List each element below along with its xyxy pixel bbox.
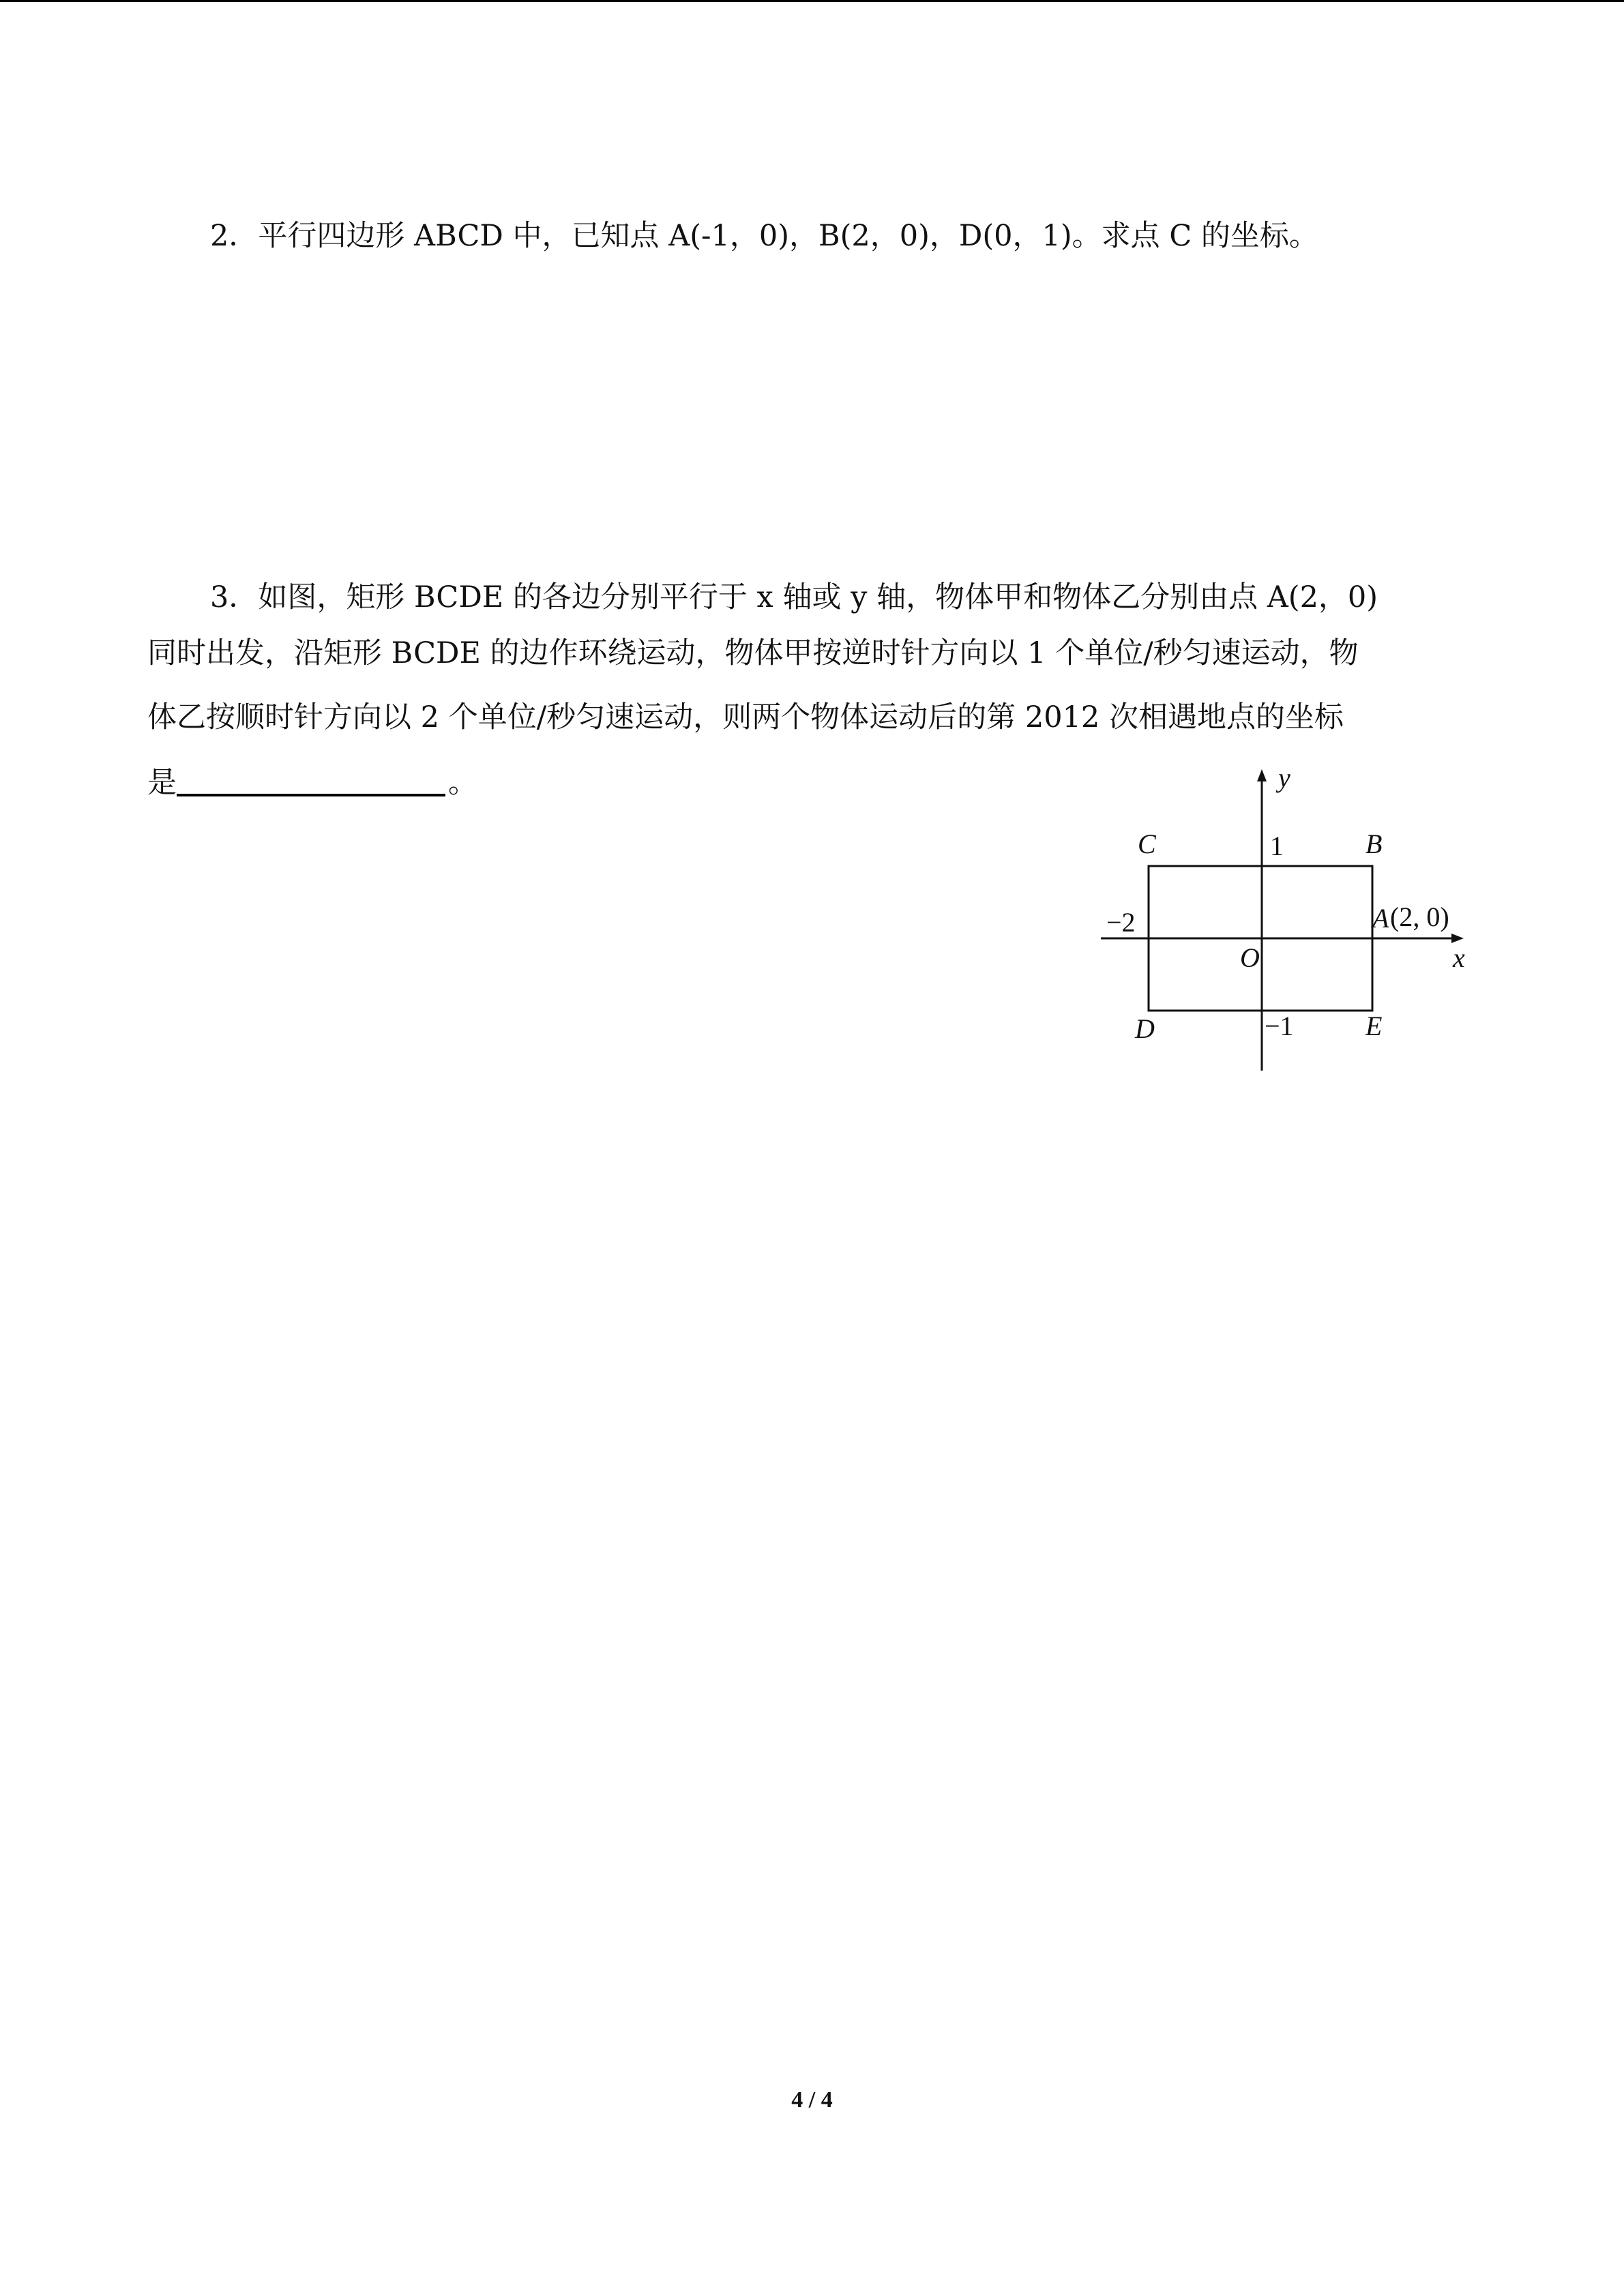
answer-prefix: 是	[147, 766, 177, 800]
point-a-label: A	[1372, 903, 1389, 934]
problem-3-line-1: 3．如图，矩形 BCDE 的各边分别平行于 x 轴或 y 轴，物体甲和物体乙分别由点 A(2，0)	[210, 580, 1378, 614]
problem-3-line-3: 体乙按顺时针方向以 2 个单位/秒匀速运动，则两个物体运动后的第 2012 次相遇地点的坐标	[147, 700, 1344, 734]
x-axis-arrow	[1451, 934, 1464, 943]
point-c-label: C	[1138, 829, 1156, 859]
origin-label: O	[1240, 942, 1260, 973]
point-b-label: B	[1365, 829, 1383, 859]
page-number: 4 / 4	[791, 2087, 833, 2113]
problem-3-line-4	[147, 762, 477, 803]
y-axis-label: y	[1278, 762, 1290, 793]
answer-blank	[177, 762, 445, 796]
tick-y-negative-1: −1	[1265, 1011, 1294, 1041]
top-border	[0, 0, 1624, 2]
tick-y-positive-1: 1	[1270, 831, 1284, 861]
problem-2-text: 2．平行四边形 ABCD 中，已知点 A(-1，0)，B(2，0)，D(0，1)。求点 C 的坐标。	[210, 219, 1318, 253]
x-axis-label: x	[1453, 942, 1465, 973]
y-axis-arrow	[1257, 769, 1267, 781]
point-d-label: D	[1135, 1013, 1155, 1044]
coordinate-figure-svg	[1090, 758, 1479, 1072]
tick-x-negative-2: −2	[1106, 907, 1136, 938]
answer-suffix: 。	[448, 766, 477, 800]
coordinate-figure	[1090, 758, 1479, 1072]
point-e-label: E	[1365, 1011, 1383, 1041]
problem-3-line-2: 同时出发，沿矩形 BCDE 的边作环绕运动，物体甲按逆时针方向以 1 个单位/秒匀速运动，物	[147, 636, 1359, 670]
point-a-coords: (2, 0)	[1390, 901, 1449, 932]
